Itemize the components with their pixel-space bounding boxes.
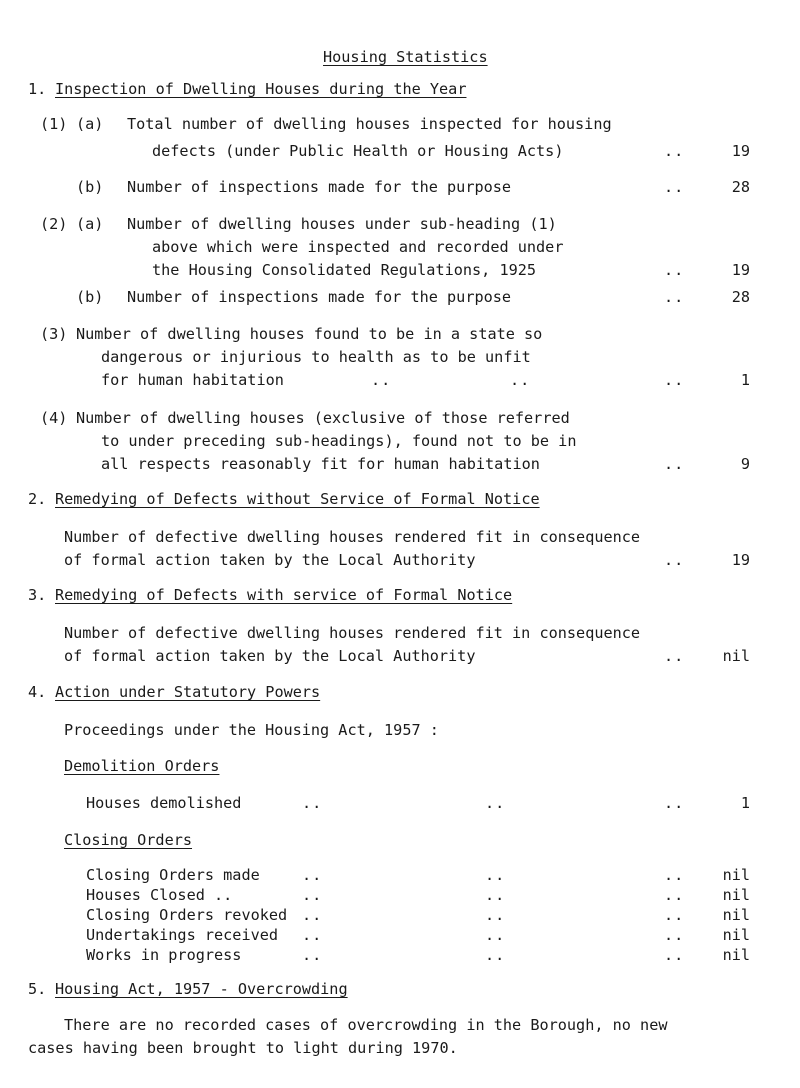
leader-dots: .. bbox=[664, 926, 685, 944]
section-text: Number of defective dwelling houses rendered fit in consequence bbox=[64, 528, 641, 546]
row-label: Houses Closed .. bbox=[86, 886, 233, 904]
item-value: 1 bbox=[740, 371, 750, 389]
leader-dots: .. bbox=[485, 866, 506, 884]
leader-dots: .. bbox=[664, 178, 685, 196]
item-number: (1) bbox=[40, 115, 68, 133]
row-label: Works in progress bbox=[86, 946, 242, 964]
item-text: Number of inspections made for the purpose bbox=[127, 178, 512, 196]
section-heading: Housing Act, 1957 - Overcrowding bbox=[55, 980, 348, 998]
row-label: Houses demolished bbox=[86, 794, 242, 812]
item-value: 19 bbox=[731, 261, 750, 279]
leader-dots: .. bbox=[664, 455, 685, 473]
leader-dots: .. bbox=[302, 866, 323, 884]
item-value: 19 bbox=[731, 142, 750, 160]
item-text: Number of inspections made for the purpose bbox=[127, 288, 512, 306]
leader-dots: .. bbox=[664, 551, 685, 569]
item-text: to under preceding sub-headings), found not to be in bbox=[101, 432, 577, 450]
item-letter: (a) bbox=[76, 115, 104, 133]
item-number: (3) bbox=[40, 325, 68, 343]
section-heading: Inspection of Dwelling Houses during the Year bbox=[55, 80, 467, 98]
section-text: cases having been brought to light during 1970. bbox=[28, 1039, 458, 1057]
item-letter: (b) bbox=[76, 178, 104, 196]
row-value: nil bbox=[722, 866, 750, 884]
section-text: Number of defective dwelling houses rendered fit in consequence bbox=[64, 624, 641, 642]
subsection-heading: Demolition Orders bbox=[64, 757, 220, 775]
leader-dots: .. bbox=[664, 371, 685, 389]
section-number: 4. bbox=[28, 683, 47, 701]
subsection-heading: Closing Orders bbox=[64, 831, 193, 849]
section-heading: Action under Statutory Powers bbox=[55, 683, 321, 701]
leader-dots: .. bbox=[664, 906, 685, 924]
item-text: dangerous or injurious to health as to be unfit bbox=[101, 348, 531, 366]
leader-dots: .. bbox=[302, 926, 323, 944]
leader-dots: .. bbox=[664, 886, 685, 904]
leader-dots: .. bbox=[371, 371, 392, 389]
leader-dots: .. bbox=[664, 794, 685, 812]
item-number: (4) bbox=[40, 409, 68, 427]
item-text: above which were inspected and recorded under bbox=[152, 238, 564, 256]
leader-dots: .. bbox=[485, 794, 506, 812]
leader-dots: .. bbox=[485, 906, 506, 924]
leader-dots: .. bbox=[664, 288, 685, 306]
row-label: Closing Orders made bbox=[86, 866, 260, 884]
section-heading: Remedying of Defects with service of Formal Notice bbox=[55, 586, 513, 604]
leader-dots: .. bbox=[485, 946, 506, 964]
section-text: of formal action taken by the Local Authority bbox=[64, 647, 476, 665]
item-number: (2) bbox=[40, 215, 68, 233]
leader-dots: .. bbox=[302, 946, 323, 964]
item-text: all respects reasonably fit for human habitation bbox=[101, 455, 540, 473]
leader-dots: .. bbox=[302, 906, 323, 924]
page-title: Housing Statistics bbox=[323, 48, 488, 66]
leader-dots: .. bbox=[510, 371, 531, 389]
row-label: Closing Orders revoked bbox=[86, 906, 288, 924]
section-number: 5. bbox=[28, 980, 47, 998]
row-value: 1 bbox=[740, 794, 750, 812]
item-text: Number of dwelling houses (exclusive of those referred bbox=[76, 409, 570, 427]
leader-dots: .. bbox=[664, 261, 685, 279]
section-text: of formal action taken by the Local Authority bbox=[64, 551, 476, 569]
leader-dots: .. bbox=[302, 886, 323, 904]
leader-dots: .. bbox=[664, 946, 685, 964]
item-text: Total number of dwelling houses inspected for housing bbox=[127, 115, 612, 133]
item-letter: (b) bbox=[76, 288, 104, 306]
item-text: Number of dwelling houses under sub-heading (1) bbox=[127, 215, 557, 233]
item-letter: (a) bbox=[76, 215, 104, 233]
item-text: the Housing Consolidated Regulations, 1925 bbox=[152, 261, 537, 279]
item-text: defects (under Public Health or Housing Acts) bbox=[152, 142, 564, 160]
item-text: for human habitation bbox=[101, 371, 284, 389]
leader-dots: .. bbox=[664, 647, 685, 665]
row-value: nil bbox=[722, 926, 750, 944]
item-text: Number of dwelling houses found to be in a state so bbox=[76, 325, 543, 343]
leader-dots: .. bbox=[664, 142, 685, 160]
row-label: Undertakings received bbox=[86, 926, 279, 944]
item-value: 28 bbox=[731, 178, 750, 196]
section-number: 2. bbox=[28, 490, 47, 508]
leader-dots: .. bbox=[664, 866, 685, 884]
section-heading: Remedying of Defects without Service of Formal Notice bbox=[55, 490, 540, 508]
item-value: 19 bbox=[731, 551, 750, 569]
section-text: Proceedings under the Housing Act, 1957 : bbox=[64, 721, 439, 739]
section-text: There are no recorded cases of overcrowding in the Borough, no new bbox=[64, 1016, 668, 1034]
section-number: 3. bbox=[28, 586, 47, 604]
row-value: nil bbox=[722, 906, 750, 924]
item-value: 9 bbox=[740, 455, 750, 473]
row-value: nil bbox=[722, 946, 750, 964]
leader-dots: .. bbox=[485, 886, 506, 904]
leader-dots: .. bbox=[302, 794, 323, 812]
leader-dots: .. bbox=[485, 926, 506, 944]
section-number: 1. bbox=[28, 80, 47, 98]
item-value: 28 bbox=[731, 288, 750, 306]
item-value: nil bbox=[722, 647, 750, 665]
row-value: nil bbox=[722, 886, 750, 904]
